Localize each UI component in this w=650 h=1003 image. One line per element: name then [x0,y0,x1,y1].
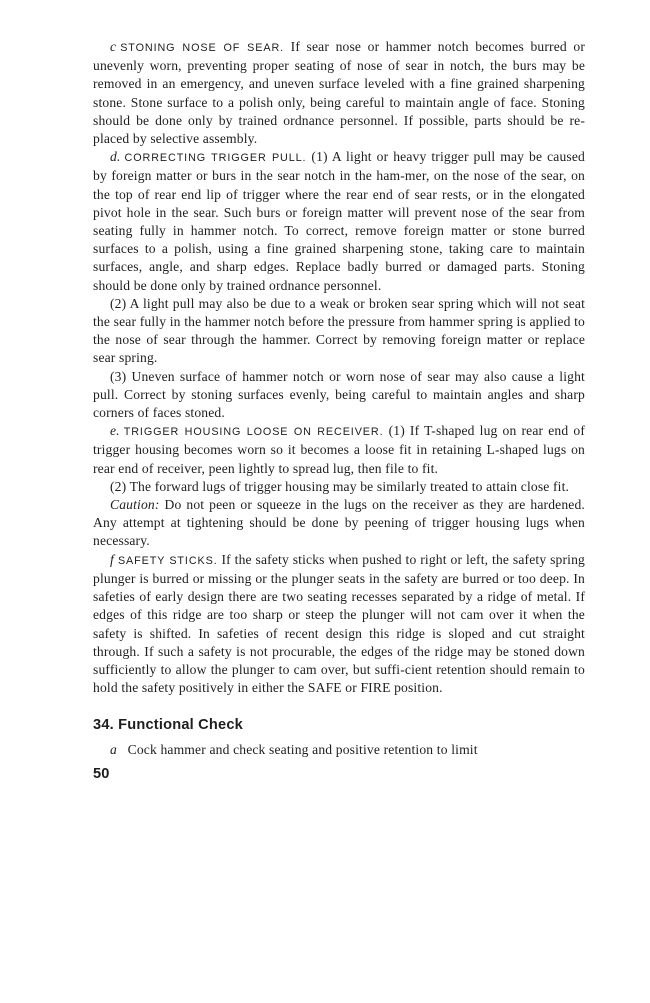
paragraph-stoning-nose-of-sear [93,38,585,148]
paragraph-text: (1) If T-shaped lug on rear end of trigger housing becomes worn so it becomes a loose fit in retaining L-shaped lugs on rear end of receiver, peen lightly to spread lug, then file to fit. [93,423,585,476]
paragraph-text: If sear nose or hammer notch becomes burred or unevenly worn, preventing proper seating of nose of sear in notch, the burs may be removed in an emergency, and uneven surface leveled with a fine grained sharpening stone. Stone surface to a polish only, being careful to maintain angle of face. Stoning should be done only by trained ordnance personnel. If possible, parts should be re-placed by selective assembly. [93,39,585,147]
page-number: 50 [93,765,110,782]
subparagraph-heading: STONING NOSE OF SEAR. [120,42,285,54]
paragraph-text: (1) A light or heavy trigger pull may be caused by foreign matter or burs in the sear notch in the ham-mer, on the nose of the sear, on the top of rear end lip of trigger where the rear end of sear rests, or in the elongated pivot hole in the sear. Such burs or foreign matter will prevent nose of the sear from seating fully in hammer notch. To correct, remove foreign matter or stone burred surfaces to a polish, using a fine grained sharpening stone, taking care to maintain surfaces, angle, and sharp edges. Replace badly burred or damaged parts. Stoning should be done only by trained ordnance personnel. [93,149,585,293]
subparagraph-mark: c [110,39,117,54]
subparagraph-mark: f [110,551,114,567]
paragraph-text: Do not peen or squeeze in the lugs on the receiver as they are hardened. Any attempt at tightening should be done by peening of trigger housing lugs when necessary. [93,497,585,549]
paragraph-correcting-trigger-pull [93,148,585,295]
paragraph-safety-sticks [93,551,585,698]
paragraph-text: Cock hammer and check seating and positive retention to limit [127,741,478,757]
paragraph-cock-hammer [93,741,585,759]
paragraph-trigger-housing-loose [93,422,585,478]
paragraph-text: (2) The forward lugs of trigger housing may be similarly treated to attain close fit. [110,478,570,494]
subparagraph-mark: e. [110,423,120,439]
subparagraph-mark: d. [110,149,121,165]
subparagraph-heading: CORRECTING TRIGGER PULL. [124,152,307,165]
section-heading: 34. Functional Check [93,717,243,734]
paragraph-text: If the safety sticks when pushed to right or left, the safety spring plunger is burred or missing or the plunger seats in the safety are burred or too deep. In safeties of early design there are two seating recesses separated by a ridge of metal. If edges of this ridge are too sharp or steep the plunger will not cam over it when the safety is shifted. In safeties of recent design this ridge is sloped and cut straight through. If such a safety is not procurable, the edges of the ridge may be stoned down sufficiently to allow the plunger to cam over, but suffi-cient retention should remain to hold the safety positively in either the SAFE or FIRE position. [93,551,585,696]
paragraph-text: (2) A light pull may also be due to a weak or broken sear spring which will not seat the sear fully in the hammer notch before the pressure from hammer spring is applied to the nose of sear through the hammer. Correct by removing foreign matter or replace sear spring. [93,295,585,366]
paragraph-light-pull-sear-spring [93,295,585,368]
subparagraph-mark: a [110,741,117,757]
document-page [93,38,585,783]
caution-label: Caution: [110,497,160,513]
subparagraph-heading: SAFETY STICKS. [117,554,218,567]
paragraph-caution [93,496,585,551]
subparagraph-heading: TRIGGER HOUSING LOOSE ON RECEIVER. [123,426,384,439]
paragraph-text: (3) Uneven surface of hammer notch or worn nose of sear may also cause a light pull. Correct by stoning surfaces evenly, being careful to maintain angles and sharp corners of faces stoned. [93,368,585,421]
paragraph-uneven-hammer-notch [93,368,585,423]
paragraph-forward-lugs [93,478,585,496]
